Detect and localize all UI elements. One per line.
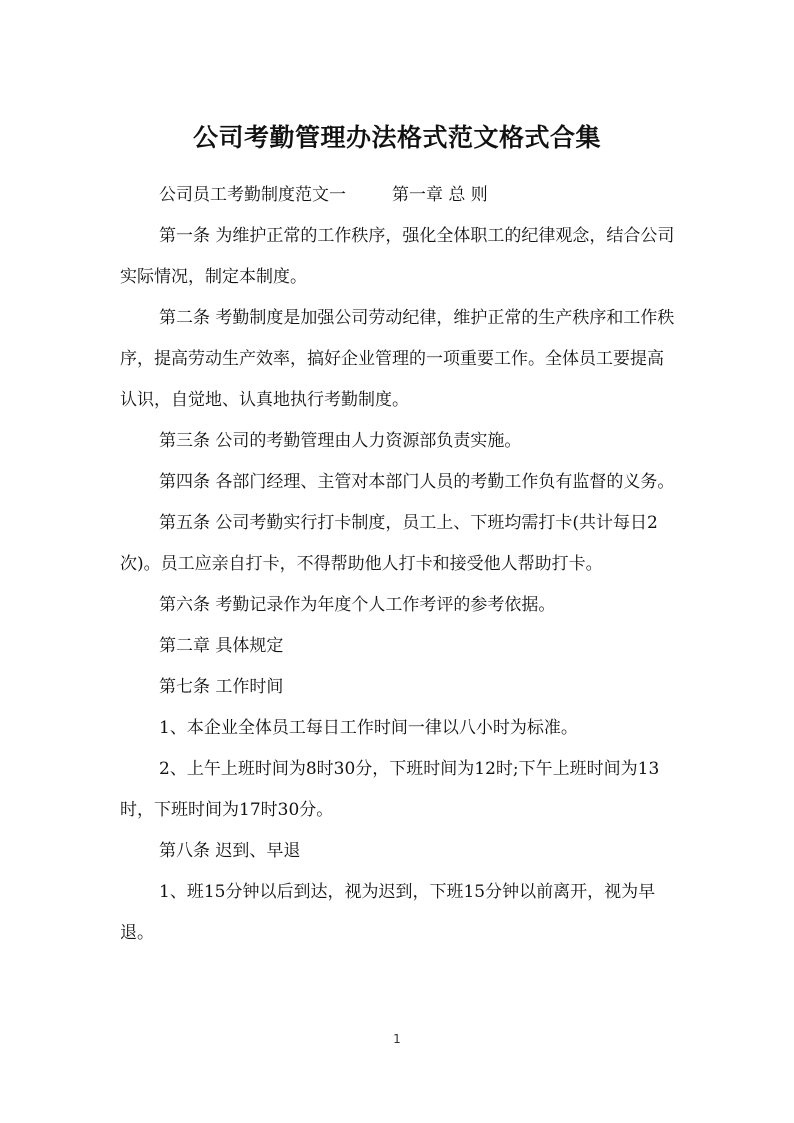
page-number: 1: [393, 1032, 401, 1046]
article-8-heading: 第八条 迟到、早退: [159, 841, 301, 861]
intro-right: 第一章 总 则: [392, 185, 488, 205]
paragraph-1: 第一条 为维护正常的工作秩序，强化全体职工的纪律观念，结合公司实际情况，制定本制度。: [120, 226, 675, 287]
paragraph-6: 第六条 考勤记录作为年度个人工作考评的参考依据。: [159, 595, 556, 615]
paragraph-2: 第二条 考勤制度是加强公司劳动纪律，维护正常的生产秩序和工作秩序，提高劳动生产效率，搞好企业管理的一项重要工作。全体员工要提高认识，自觉地、认真地执行考勤制度。: [120, 308, 675, 410]
document-body: [120, 175, 680, 954]
paragraph-5: 第五条 公司考勤实行打卡制度，员工上、下班均需打卡(共计每日2次)。员工应亲自打卡，不得帮助他人打卡和接受他人帮助打卡。: [120, 513, 658, 574]
paragraph-4: 第四条 各部门经理、主管对本部门人员的考勤工作负有监督的义务。: [159, 472, 675, 492]
article-7-heading: 第七条 工作时间: [159, 677, 284, 697]
chapter-2-heading: 第二章 具体规定: [159, 636, 284, 656]
intro-paragraph: [120, 175, 680, 216]
intro-left: 公司员工考勤制度范文一: [159, 185, 346, 205]
article-7-item-2: 2、上午上班时间为8时30分，下班时间为12时;下午上班时间为13时，下班时间为17时30分。: [120, 759, 660, 820]
document-title: 公司考勤管理办法格式范文格式合集: [192, 123, 601, 152]
article-8-item-1: 1、班15分钟以后到达，视为迟到，下班15分钟以前离开，视为早退。: [120, 882, 656, 943]
paragraph-3: 第三条 公司的考勤管理由人力资源部负责实施。: [159, 431, 522, 451]
article-7-item-1: 1、本企业全体员工每日工作时间一律以八小时为标准。: [159, 718, 578, 738]
